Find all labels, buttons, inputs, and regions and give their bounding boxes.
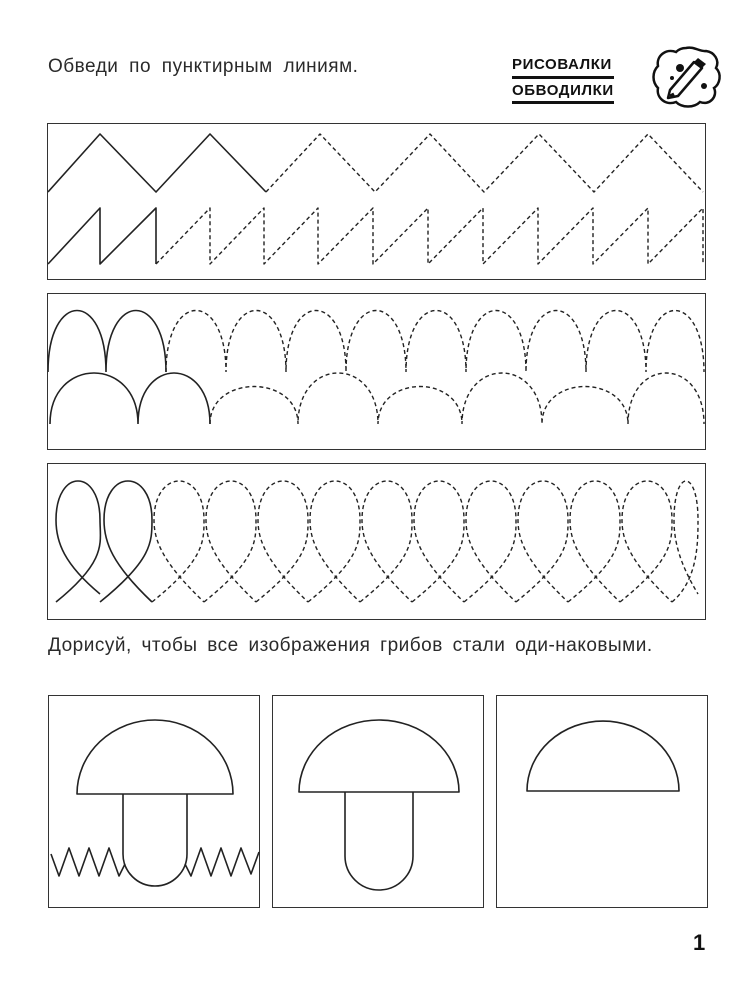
- mushroom-box-no-grass: [272, 695, 484, 908]
- mushroom-cap: [527, 721, 679, 791]
- mushroom-stem: [345, 792, 413, 890]
- arch-dashed-row-1: [166, 311, 704, 373]
- zigzag-dashed-row-1: [266, 134, 703, 192]
- pencil-splash-icon: [650, 44, 722, 110]
- grass-left: [51, 848, 125, 876]
- trace-instruction: Обведи по пунктирным линиям.: [48, 56, 359, 77]
- mushroom-cap: [77, 720, 233, 794]
- arch-tracing-panel: [47, 293, 706, 450]
- arch-solid-row-2: [50, 373, 210, 424]
- draw-instruction: Дорисуй, чтобы все изображения грибов стали оди-наковыми.: [48, 635, 653, 656]
- arch-solid-row-1: [48, 311, 166, 373]
- mushroom-box-complete: [48, 695, 260, 908]
- mushroom-stem: [123, 794, 187, 886]
- series-badge: [512, 54, 614, 104]
- zigzag-solid-row-1: [48, 134, 266, 192]
- loop-tracing-panel: [47, 463, 706, 620]
- grass-right: [185, 848, 259, 876]
- page-number: 1: [693, 930, 706, 955]
- zigzag-solid-row-2: [48, 208, 156, 264]
- badge-line-1: РИСОВАЛКИ: [512, 54, 614, 79]
- mushroom-cap: [299, 720, 459, 792]
- badge-line-2: ОБВОДИЛКИ: [512, 79, 614, 104]
- arch-dashed-row-2: [210, 373, 704, 424]
- zigzag-tracing-panel: [47, 123, 706, 280]
- mushroom-box-cap-only: [496, 695, 708, 908]
- loop-solid-1: [56, 481, 100, 602]
- zigzag-dashed-row-2: [156, 208, 703, 264]
- loop-solid-2: [100, 481, 152, 602]
